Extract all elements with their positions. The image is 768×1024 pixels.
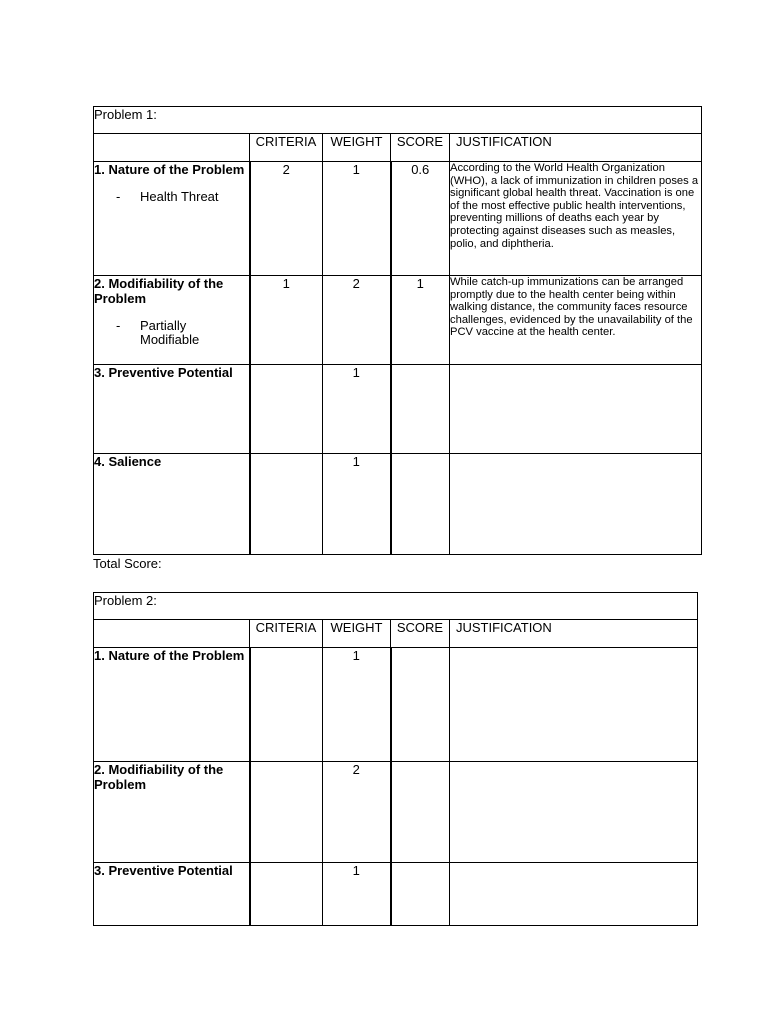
criterion-name: 2. Modifiability of the Problem [94, 276, 224, 306]
score-value [391, 365, 450, 454]
weight-value: 2 [323, 276, 391, 365]
justification-text [450, 365, 702, 454]
justification-text [450, 762, 698, 863]
score-value [391, 762, 450, 863]
header-weight: WEIGHT [323, 134, 391, 162]
criteria-value [250, 454, 323, 555]
score-value [391, 454, 450, 555]
header-justification: JUSTIFICATION [450, 134, 702, 162]
header-blank [94, 134, 250, 162]
criteria-value [250, 762, 323, 863]
header-weight: WEIGHT [323, 620, 391, 648]
criteria-value: 2 [250, 162, 323, 276]
weight-value: 1 [323, 365, 391, 454]
problem-1-table [93, 106, 702, 555]
justification-text: According to the World Health Organization (WHO), a lack of immunization in children poses a significant global health threat. Vaccination is one of the most effective public health interventions, preventing millions of deaths each year by protecting against diseases such as measles, polio, and diphtheria. [450, 162, 702, 276]
score-value: 0.6 [391, 162, 450, 276]
score-value [391, 648, 450, 762]
problem-2-table [93, 592, 698, 926]
bullet-dash: - [116, 318, 121, 333]
justification-text [450, 648, 698, 762]
table-row [94, 762, 698, 863]
criteria-value [250, 365, 323, 454]
header-score: SCORE [391, 620, 450, 648]
criterion-sub-label: Health Threat [140, 189, 219, 204]
weight-value: 1 [323, 863, 391, 926]
score-value [391, 863, 450, 926]
criterion-name: 1. Nature of the Problem [94, 162, 245, 177]
criteria-value [250, 863, 323, 926]
weight-value: 1 [323, 162, 391, 276]
criterion-name: 3. Preventive Potential [94, 863, 250, 926]
weight-value: 2 [323, 762, 391, 863]
criterion-name: 1. Nature of the Problem [94, 648, 250, 762]
bullet-dash: - [116, 189, 121, 204]
criteria-value [250, 648, 323, 762]
table-row [94, 648, 698, 762]
total-score-label: Total Score: [93, 556, 162, 571]
criterion-name: 3. Preventive Potential [94, 365, 250, 454]
justification-text: While catch-up immunizations can be arranged promptly due to the health center being within walking distance, the community faces resource challenges, evidenced by the unavailability of the PCV vaccine at the health center. [450, 276, 702, 365]
table-row [94, 454, 702, 555]
table-row [94, 863, 698, 926]
table-row [94, 162, 702, 276]
justification-text [450, 454, 702, 555]
criteria-value: 1 [250, 276, 323, 365]
criterion-name: 4. Salience [94, 454, 250, 555]
weight-value: 1 [323, 454, 391, 555]
criterion-name: 2. Modifiability of the Problem [94, 762, 250, 863]
table-row [94, 276, 702, 365]
weight-value: 1 [323, 648, 391, 762]
score-value: 1 [391, 276, 450, 365]
criterion-sub-label: Partially Modifiable [140, 318, 200, 347]
justification-text [450, 863, 698, 926]
header-criteria: CRITERIA [250, 134, 323, 162]
header-justification: JUSTIFICATION [450, 620, 698, 648]
table-row [94, 365, 702, 454]
header-criteria: CRITERIA [250, 620, 323, 648]
header-score: SCORE [391, 134, 450, 162]
problem-1-title: Problem 1: [94, 107, 702, 134]
problem-2-title: Problem 2: [94, 593, 698, 620]
header-blank [94, 620, 250, 648]
